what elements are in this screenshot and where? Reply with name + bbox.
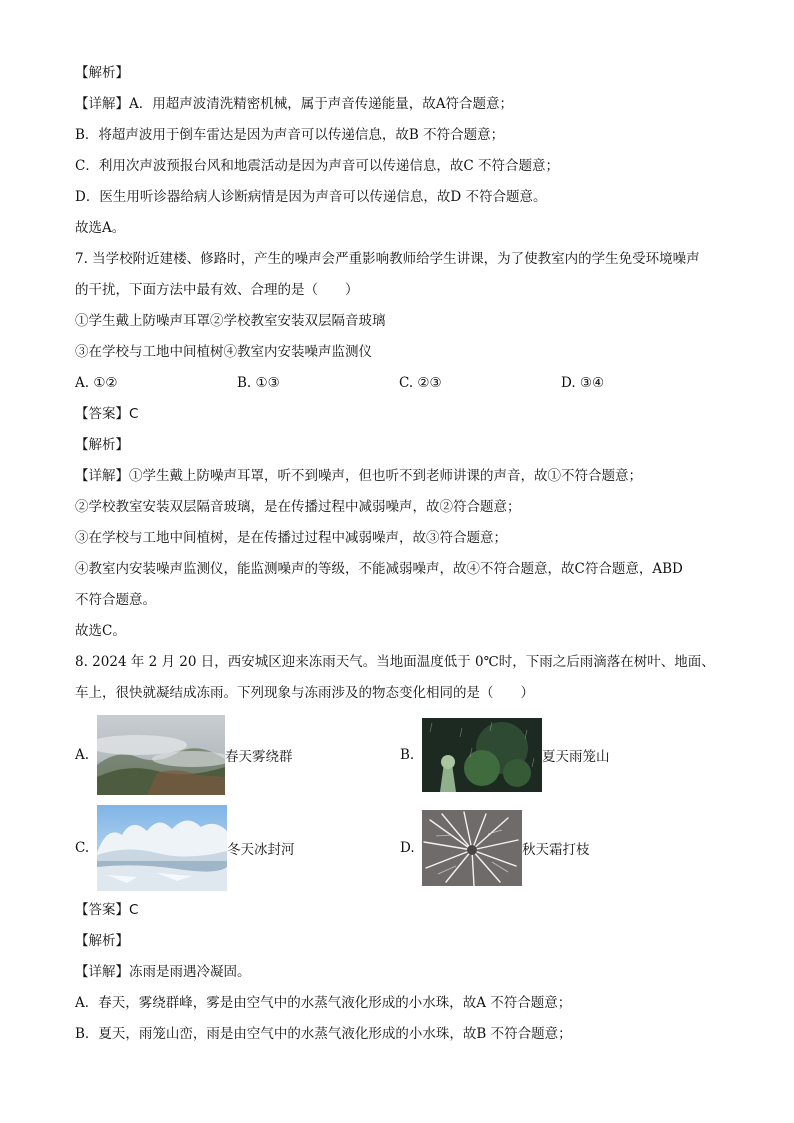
option-d-cell: [400, 810, 725, 886]
answer-label: 【答案】C: [75, 406, 139, 422]
detail-line: ②学校教室安装双层隔音玻璃，是在传播过程中减弱噪声，故②符合题意；: [75, 499, 521, 515]
option-a: A. ①②: [75, 375, 118, 391]
option-c: C. ②③: [399, 375, 442, 391]
answer-label: 【答案】C: [75, 902, 139, 918]
conclusion-line: 故选A。: [75, 220, 126, 236]
option-letter: D.: [400, 840, 415, 856]
question-7-stem: 7. 当学校附近建楼、修路时，产生的噪声会严重影响教师给学生讲课，为了使教室内的学生免受环境噪声: [75, 251, 700, 267]
detail-line: C．利用次声波预报台风和地震活动是因为声音可以传递信息，故C 不符合题意；: [75, 158, 559, 174]
detail-line: B．夏天，雨笼山峦，雨是由空气中的水蒸气液化形成的小水珠，故B 不符合题意；: [75, 1026, 572, 1042]
detail-line: ④教室内安装噪声监测仪，能监测噪声的等级，不能减弱噪声，故④不符合题意，故C符合题意，ABD: [75, 561, 683, 577]
document-page: [75, 58, 725, 1050]
detail-line: D．医生用听诊器给病人诊断病情是因为声音可以传递信息，故D 不符合题意。: [75, 189, 547, 205]
detail-line: 【详解】①学生戴上防噪声耳罩，听不到噪声，但也听不到老师讲课的声音，故①不符合题意；: [75, 468, 642, 484]
rainy-foliage-photo: [422, 718, 542, 792]
analysis-label: 【解析】: [75, 65, 129, 81]
option-a-cell: [75, 715, 400, 795]
option-letter: B.: [400, 747, 415, 763]
question-8-image-row: [75, 805, 725, 891]
question-7-options: [75, 368, 725, 399]
option-c-cell: [75, 805, 400, 891]
detail-line: 不符合题意。: [75, 592, 156, 608]
question-7-statement: ③在学校与工地中间植树④教室内安装噪声监测仪: [75, 344, 372, 360]
option-letter: A.: [75, 747, 90, 763]
option-caption: 冬天冰封河: [227, 842, 295, 858]
option-b: B. ①③: [237, 375, 280, 391]
detail-line: B．将超声波用于倒车雷达是因为声音可以传递信息，故B 不符合题意；: [75, 127, 505, 143]
detail-line: 【详解】A．用超声波清洗精密机械，属于声音传递能量，故A符合题意；: [75, 96, 513, 112]
detail-line: ③在学校与工地中间植树，是在传播过过程中减弱噪声，故③符合题意；: [75, 530, 507, 546]
question-8-image-row: [75, 715, 725, 795]
foggy-mountain-photo: [97, 715, 225, 795]
option-d: D. ③④: [561, 375, 605, 391]
option-caption: 秋天霜打枝: [522, 842, 590, 858]
detail-line: A．春天，雾绕群峰，雾是由空气中的水蒸气液化形成的小水珠，故A 不符合题意；: [75, 995, 572, 1011]
question-7-stem: 的干扰，下面方法中最有效、合理的是（ ）: [75, 282, 359, 298]
analysis-label: 【解析】: [75, 437, 129, 453]
option-caption: 夏天雨笼山: [542, 749, 610, 765]
conclusion-line: 故选C。: [75, 623, 126, 639]
question-8-stem: 8. 2024 年 2 月 20 日，西安城区迎来冻雨天气。当地面温度低于 0℃时，下雨之后雨滴落在树叶、地面、: [75, 654, 715, 670]
detail-line: 【详解】冻雨是雨遇冷凝固。: [75, 964, 251, 980]
option-letter: C.: [75, 840, 90, 856]
analysis-label: 【解析】: [75, 933, 129, 949]
frosted-pine-photo: [422, 810, 522, 886]
question-7-statement: ①学生戴上防噪声耳罩②学校教室安装双层隔音玻璃: [75, 313, 386, 329]
option-b-cell: [400, 718, 725, 792]
frozen-river-photo: [97, 805, 227, 891]
question-8-stem: 车上，很快就凝结成冻雨。下列现象与冻雨涉及的物态变化相同的是（ ）: [75, 685, 534, 701]
option-caption: 春天雾绕群: [225, 749, 293, 765]
